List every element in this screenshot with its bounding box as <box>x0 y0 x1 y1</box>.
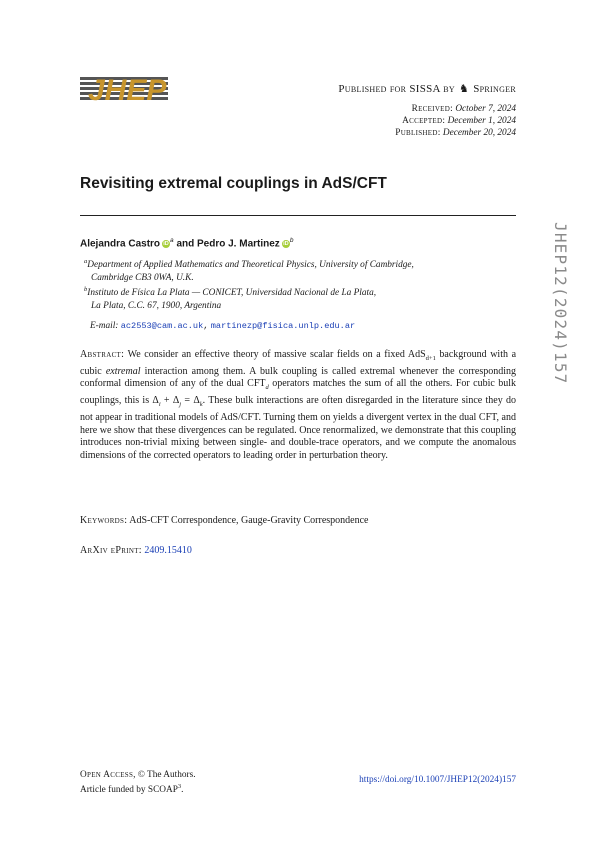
received-line <box>300 103 516 115</box>
published-for <box>300 82 516 95</box>
springer-horse-icon: ♞ <box>459 83 470 95</box>
orcid-icon[interactable]: iD <box>163 241 169 248</box>
published-date: December 20, 2024 <box>442 128 516 138</box>
doi-line <box>300 775 516 785</box>
received-date: October 7, 2024 <box>455 104 516 114</box>
author-affil-mark: b <box>289 237 294 244</box>
affil-mark: a <box>84 258 88 265</box>
author-joiner: and <box>176 238 195 250</box>
arxiv-link[interactable]: 2409.15410 <box>144 545 192 556</box>
published-line <box>300 127 516 139</box>
journal-id-sidebar <box>548 222 572 494</box>
email-link[interactable]: martinezp@fisica.unlp.edu.ar <box>210 321 356 331</box>
published-label: Published: <box>395 128 441 138</box>
affil-line: Department of Applied Mathematics and Theoretical Physics, University of Cambridge, <box>87 260 414 271</box>
affil-line: Instituto de Física La Plata — CONICET, Universidad Nacional de La Plata, <box>87 288 377 299</box>
arxiv-line <box>80 545 192 556</box>
accepted-date: December 1, 2024 <box>447 116 516 126</box>
affil-mark: b <box>84 286 88 293</box>
open-access-label: Open Access <box>80 770 134 780</box>
abstract: Abstract: We consider an effective theory of massive scalar fields on a fixed AdS$_{d+1}$ background with a cubic extremal interaction among them. A bulk coupling is called extremal whenever the corresponding conformal dimension of any of the dual $CFT_d$ operators matches the sum of all the others. For cubic bulk couplings, this is $\Delta_i + \Delta_j = \Delta_k$. These bulk interactions are often disregarded in the literature since they do not appear in traditional models of AdS/CFT. Turning them on yields a divergent vertex in the dual CFT, and here we show that these divergences can be regulated. Once renormalized, we demonstrate that this coupling introduces non-trivial mixing between single- and double-trace operators, and we compute the anomalous dimensions of the corrected operators to leading order in perturbation theory. <box>80 349 517 461</box>
arxiv-label: ArXiv ePrint: <box>80 545 142 556</box>
email-label: E-mail: <box>90 321 119 331</box>
paper-title: Revisiting extremal couplings in AdS/CFT <box>80 175 387 192</box>
received-label: Received: <box>411 104 453 114</box>
publisher-name: Springer <box>473 83 516 95</box>
affil-line: Cambridge CB3 0WA, U.K. <box>91 272 194 283</box>
logo-letter: JHEP <box>88 74 167 107</box>
jhep-logo <box>80 73 168 109</box>
author-list <box>80 237 520 249</box>
orcid-icon[interactable]: iD <box>283 241 289 248</box>
abstract-label: Abstract: <box>80 349 125 360</box>
title-rule <box>80 215 516 216</box>
affil-line: La Plata, C.C. 67, 1900, Argentina <box>91 300 222 311</box>
accepted-line <box>300 115 516 127</box>
author-affil-mark: a <box>170 237 174 244</box>
email-line: E-mail: ac2553@cam.ac.uk, martinezp@fisica.unlp.edu.ar <box>90 321 356 331</box>
published-for-prefix: Published for SISSA by <box>338 83 455 95</box>
email-link[interactable]: ac2553@cam.ac.uk <box>120 321 204 331</box>
funded-text: Article funded by SCOAP <box>80 785 178 796</box>
footer-license: Open Access, © The Authors. Article funded by SCOAP$^3$. <box>80 770 196 796</box>
affiliation <box>84 256 504 285</box>
accepted-label: Accepted: <box>402 116 446 126</box>
keywords-line <box>80 515 368 526</box>
author-name: Pedro J. Martinez <box>197 238 280 250</box>
copyright-text: , © The Authors. <box>133 770 196 780</box>
keywords-label: Keywords: <box>80 515 128 526</box>
doi-link[interactable]: https://doi.org/10.1007/JHEP12(2024)157 <box>359 775 516 785</box>
affiliation <box>84 284 504 313</box>
journal-id: JHEP12(2024)157 <box>551 222 570 385</box>
keywords: AdS-CFT Correspondence, Gauge-Gravity Correspondence <box>129 515 369 526</box>
author-name: Alejandra Castro <box>80 238 161 250</box>
